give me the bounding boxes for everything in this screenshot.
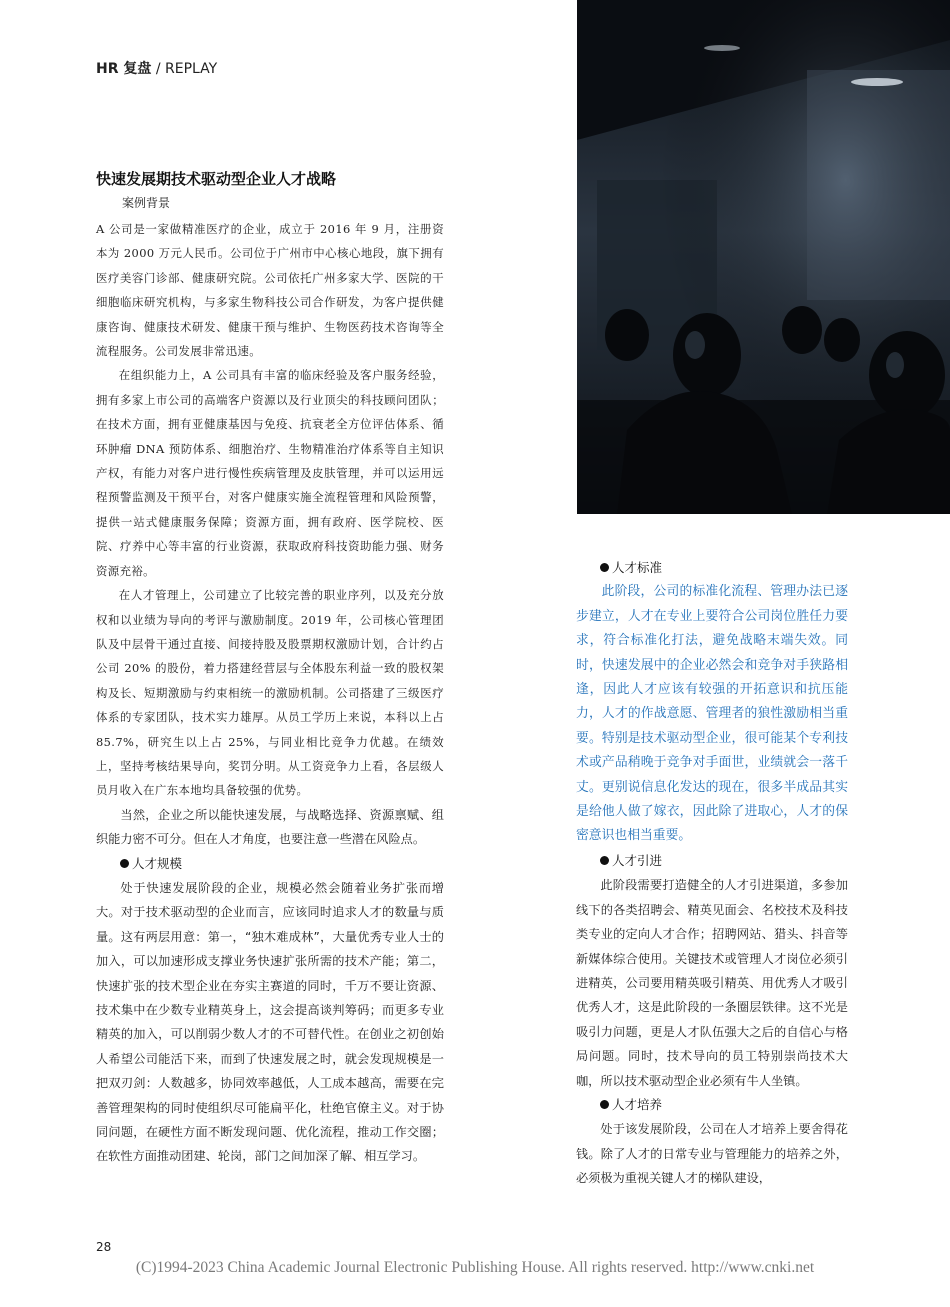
running-header: [96, 58, 217, 78]
paragraph-risk-intro: 当然，企业之所以能快速发展，与战略选择、资源禀赋、组织能力密不可分。但在人才角度，也要注意一些潜在风险点。: [96, 807, 444, 847]
paragraph-talent-management: 在人才管理上，公司建立了比较完善的职业序列，以及充分放权和以业绩为导向的考评与激励制度。2019 年，公司核心管理团队及中层骨干通过直接、间接持股及股票期权激励计划，合计约占公司 20% 的股份，着力搭建经营层与全体股东利益一致的股权架构及长、短期激励与约束相统一的激励机制。公司搭建了三级医疗体系的专家团队，技术实力雄厚。从员工学历上来说，本科以上占 85.7%，研究生以上占 25%，与同业相比竞争力优越。在绩效上，坚持考核结果导向，奖罚分明。从工资竞争力上看，各层级人员月收入在广东本地均具备较强的优势。: [96, 588, 444, 798]
header-sub: REPLAY: [165, 61, 218, 77]
header-brand: HR 复盘: [96, 61, 152, 77]
bullet-heading-recruitment: 人才引进: [576, 849, 848, 873]
bullet-heading-scale: 人才规模: [96, 852, 444, 876]
bullet-heading-training: 人才培养: [576, 1093, 848, 1117]
paragraph-company-intro: A 公司是一家做精准医疗的企业，成立于 2016 年 9 月，注册资本为 2000 万元人民币。公司位于广州市中心核心地段，旗下拥有医疗美容门诊部、健康研究院。公司依托广州多家大学、医院的干细胞临床研究机构，与多家生物科技公司合作研发，为客户提供健康咨询、健康技术研发、健康干预与维护、生物医药技术咨询等全流程服务。公司发展非常迅速。: [96, 222, 444, 359]
paragraph-org-capability: 在组织能力上，A 公司具有丰富的临床经验及客户服务经验，拥有多家上市公司的高端客户资源以及行业顶尖的科技顾问团队；在技术方面，拥有亚健康基因与免疫、抗衰老全方位评估体系、循环肿瘤 DNA 预防体系、细胞治疗、生物精准治疗体系等自主知识产权，有能力对客户进行慢性疾病管理及皮肤管理，并可以运用远程预警监测及干预平台，对客户健康实施全流程管理和风险预警，提供一站式健康服务保障；资源方面，拥有政府、医学院校、医院、疗养中心等丰富的行业资源，获取政府科技资助能力强、财务资源充裕。: [96, 368, 444, 578]
paragraph-talent-training: 处于该发展阶段，公司在人才培养上要舍得花钱。除了人才的日常专业与管理能力的培养之外，必须极为重视关键人才的梯队建设，: [576, 1122, 848, 1186]
article-title: 快速发展期技术驱动型企业人才战略: [96, 170, 337, 188]
paragraph-talent-recruitment: 此阶段需要打造健全的人才引进渠道，多参加线下的各类招聘会、精英见面会、名校技术及科技类专业的定向人才合作；招聘网站、猎头、抖音等新媒体综合使用。关键技术或管理人才岗位必须引进精英，公司要用精英吸引精英、用优秀人才吸引优秀人才，这是此阶段的一条圈层铁律。这不光是吸引力问题，更是人才队伍强大之后的自信心与格局问题。同时，技术导向的员工特别崇尚技术大咖，所以技术驱动型企业必须有牛人坐镇。: [576, 878, 848, 1088]
bullet-dot-icon: [600, 563, 609, 572]
bullet-dot-icon: [120, 859, 129, 868]
paragraph-talent-scale: 处于快速发展阶段的企业，规模必然会随着业务扩张而增大。对于技术驱动型的企业而言，应该同时追求人才的数量与质量。这有两层用意：第一，“独木难成林”，大量优秀专业人士的加入，可以加速形成支撑业务快速扩张所需的技术产能；第二，快速扩张的技术型企业在夯实主赛道的同时，千万不要让资源、技术集中在少数专业精英身上，这会提高谈判筹码；而更多专业精英的加入，可以削弱少数人才的不可替代性。在创业之初创始人希望公司能活下来，而到了快速发展之时，就会发现规模是一把双刃剑：人数越多，协同效率越低，人工成本越高，需要在完善管理架构的同时使组织尽可能扁平化，杜绝官僚主义。对于协同问题，在硬性方面不断发现问题、优化流程，推动工作交圈；在软性方面推动团建、轮岗，部门之间加深了解、相互学习。: [96, 880, 444, 1164]
section-heading: 案例背景: [122, 196, 171, 210]
bullet-heading-standard: 人才标准: [576, 556, 848, 580]
right-column: [576, 556, 848, 1191]
conference-photo: [577, 0, 950, 514]
paragraph-talent-standard: 此阶段，公司的标准化流程、管理办法已逐步建立，人才在专业上要符合公司岗位胜任力要求，符合标准化打法，避免战略末端失效。同时，快速发展中的企业必然会和竞争对手狭路相逢，因此人才应该有较强的开拓意识和抗压能力，人才的作战意愿、管理者的狼性激励相当重要。特别是技术驱动型企业，很可能某个专利技术或产品稍晚于竞争对手面世，业绩就会一落千丈。更别说信息化发达的现在，很多半成品其实是给他人做了嫁衣，因此除了进取心，人才的保密意识也相当重要。: [576, 584, 848, 844]
copyright-footer: (C)1994-2023 China Academic Journal Electronic Publishing House. All rights reserved. http://www.cnki.net: [135, 1259, 815, 1276]
bullet-dot-icon: [600, 1100, 609, 1109]
left-column: [96, 217, 444, 1169]
header-separator: /: [151, 61, 165, 77]
page-number: 28: [96, 1240, 112, 1254]
bullet-dot-icon: [600, 856, 609, 865]
